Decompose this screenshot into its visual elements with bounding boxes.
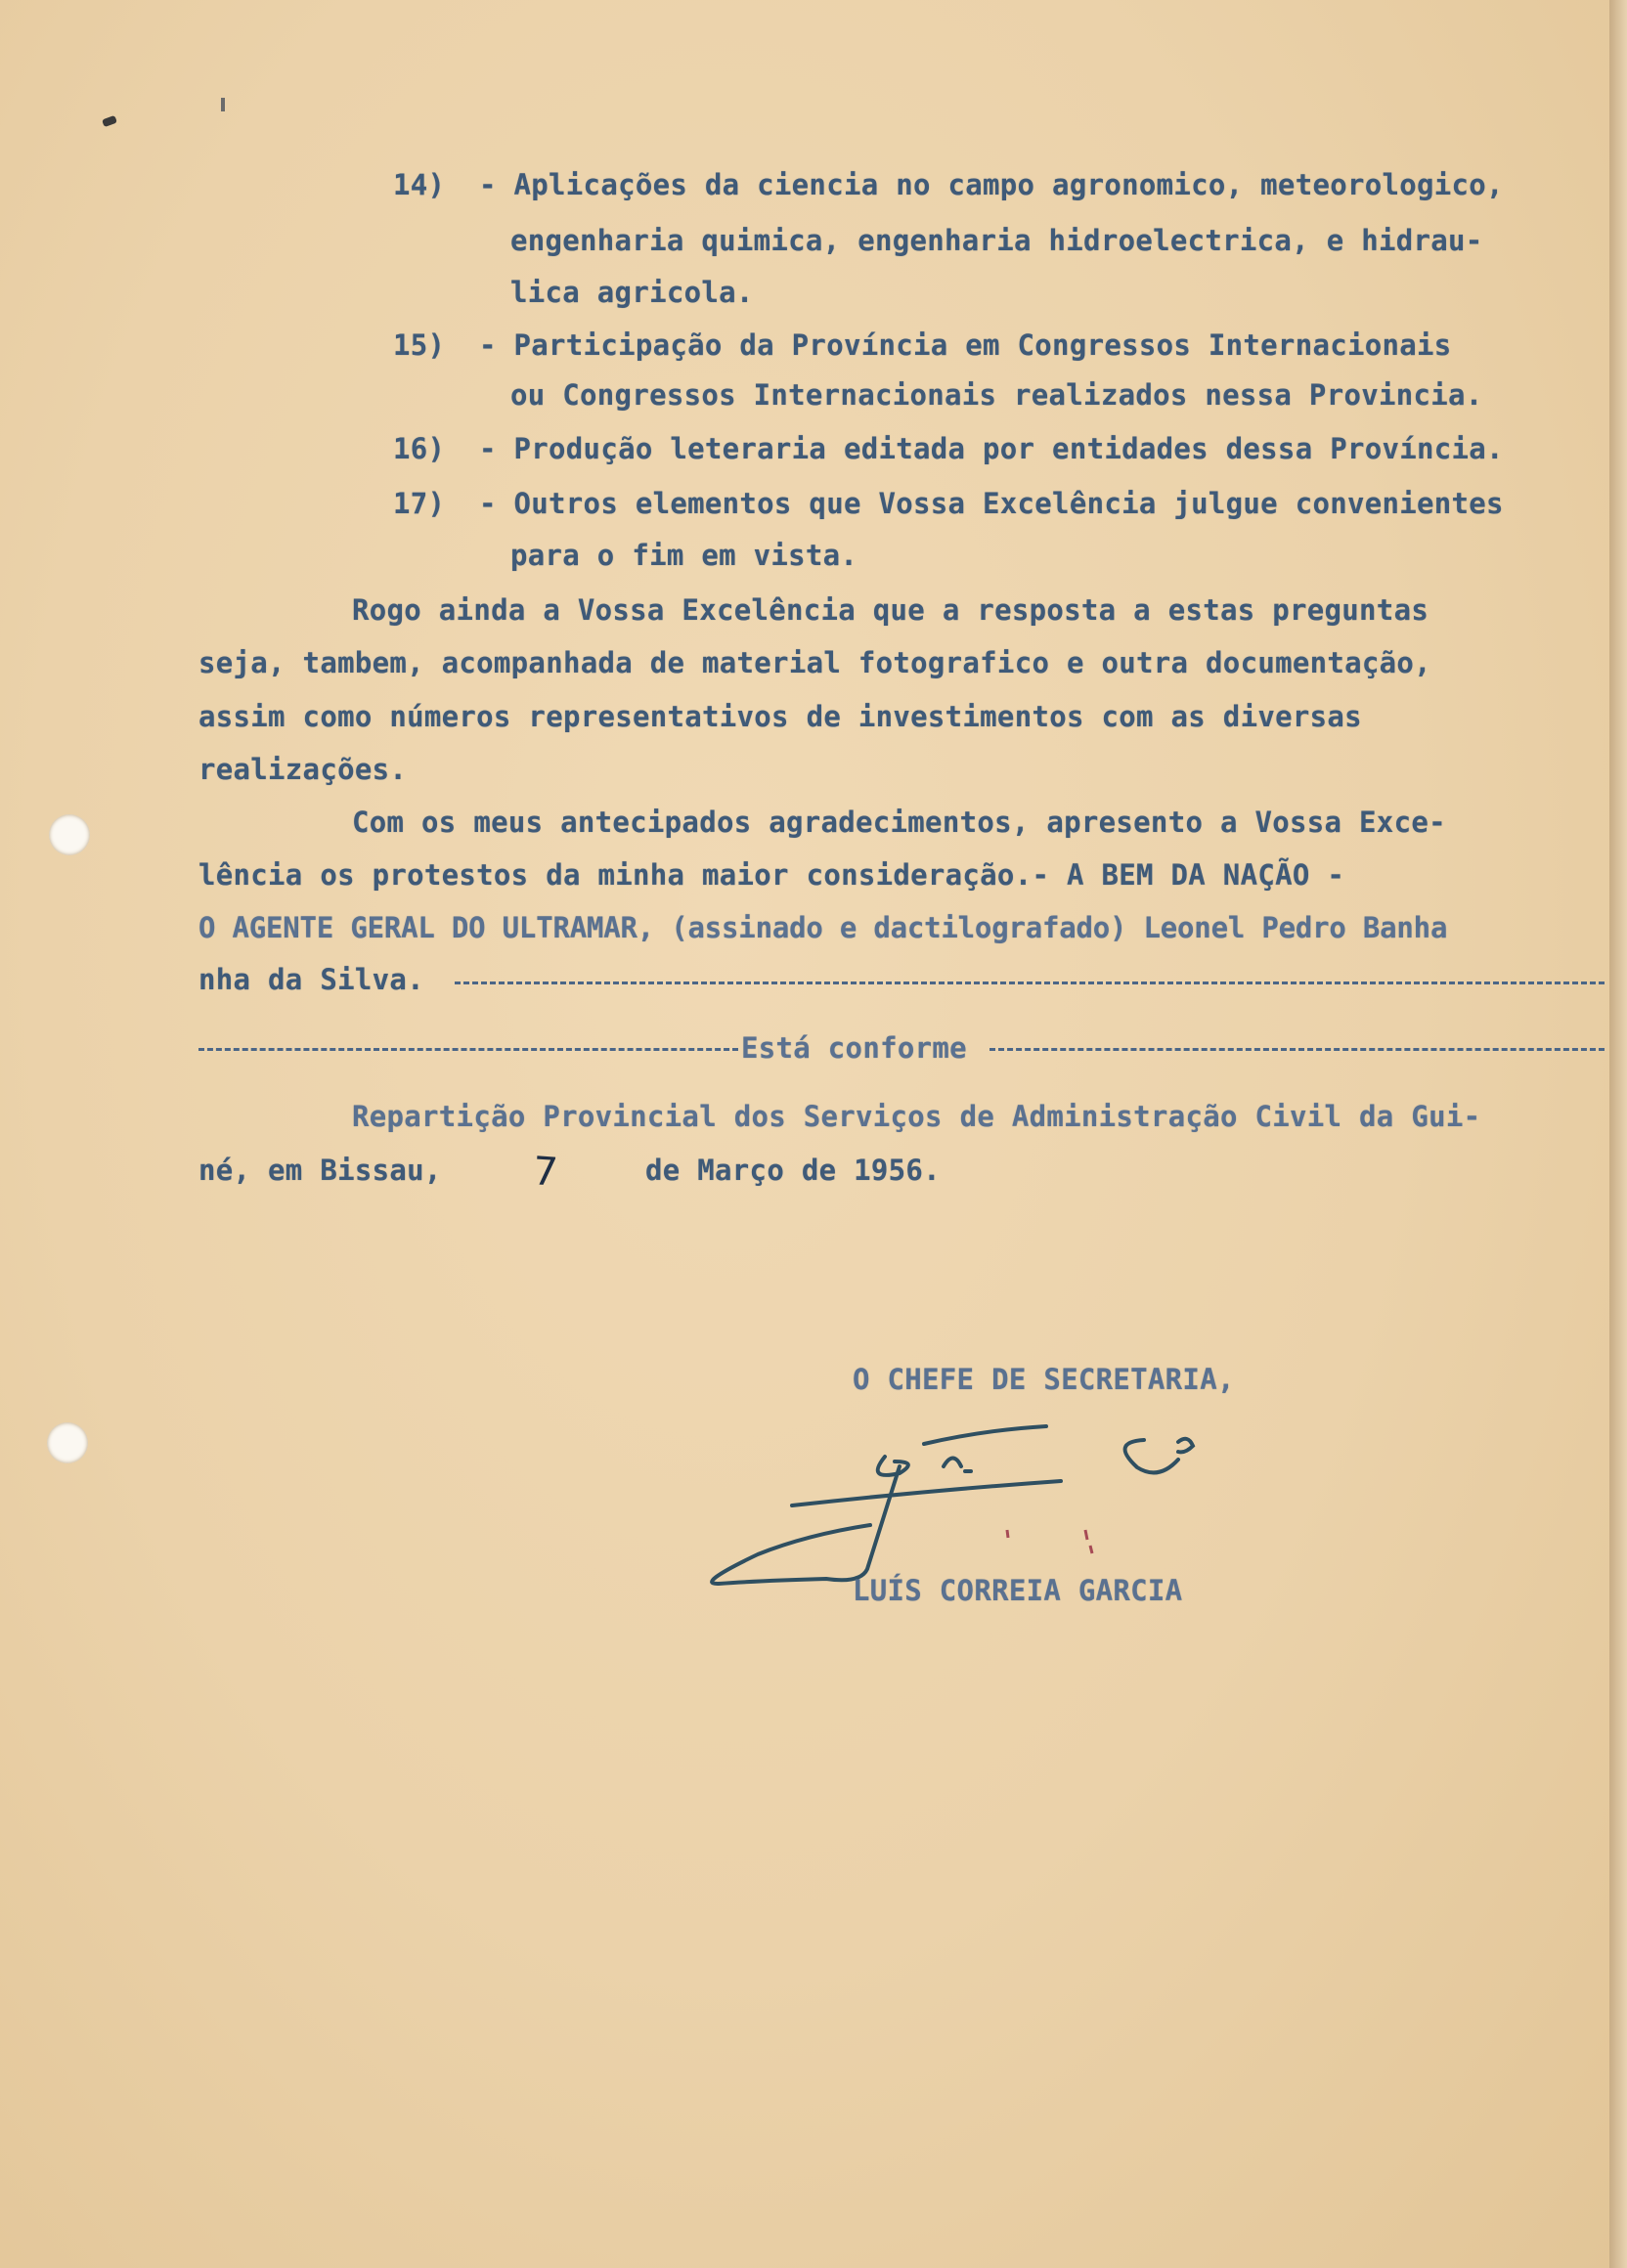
item-line: engenharia quimica, engenharia hidroelectrica, e hidrau- [510,224,1483,257]
page-edge [1609,0,1627,2268]
paragraph-line: O AGENTE GERAL DO ULTRAMAR, (assinado e dactilografado) Leonel Pedro Banha [198,911,1448,944]
paragraph-line: lência os protestos da minha maior consideração.- A BEM DA NAÇÃO - [198,858,1345,892]
item-line: lica agricola. [510,276,754,309]
item-line: - Outros elementos que Vossa Excelência julgue convenientes [479,487,1504,520]
item-line: para o fim em vista. [510,539,858,572]
item-number: 15) [393,328,446,362]
paragraph-line: Rogo ainda a Vossa Excelência que a resposta a estas preguntas [352,593,1429,627]
item-number: 16) [393,432,446,465]
conforme-label: Está conforme [741,1031,967,1065]
paragraph-line: Com os meus antecipados agradecimentos, apresento a Vossa Exce- [352,806,1446,839]
paragraph-line: realizações. [198,753,408,786]
item-number: 17) [393,487,446,520]
punch-hole [47,1422,88,1463]
item-line: - Participação da Província em Congressos Internacionais [479,328,1452,362]
handwritten-day: 7 [531,1149,560,1196]
fill-line [989,1048,1605,1051]
item-line: - Produção leteraria editada por entidades dessa Província. [479,432,1504,465]
fill-line [198,1048,738,1051]
fill-line [455,981,1605,984]
signoff-title: O CHEFE DE SECRETARIA, [853,1363,1235,1396]
paragraph-line: seja, tambem, acompanhada de material fotografico e outra documentação, [198,646,1431,679]
office-line: né, em Bissau, [198,1154,442,1187]
ink-mark [102,115,117,127]
signer-name: LUÍS CORREIA GARCIA [853,1574,1183,1607]
item-line: - Aplicações da ciencia no campo agronomico, meteorologico, [479,168,1504,201]
item-number: 14) [393,168,446,201]
office-line: Repartição Provincial dos Serviços de Administração Civil da Gui- [352,1100,1481,1133]
ink-mark [221,98,225,111]
punch-hole [49,814,90,855]
date-text: de Março de 1956. [645,1154,941,1187]
paragraph-line: assim como números representativos de investimentos com as diversas [198,700,1362,733]
item-line: ou Congressos Internacionais realizados nessa Provincia. [510,378,1483,412]
paragraph-line: nha da Silva. [198,963,424,996]
